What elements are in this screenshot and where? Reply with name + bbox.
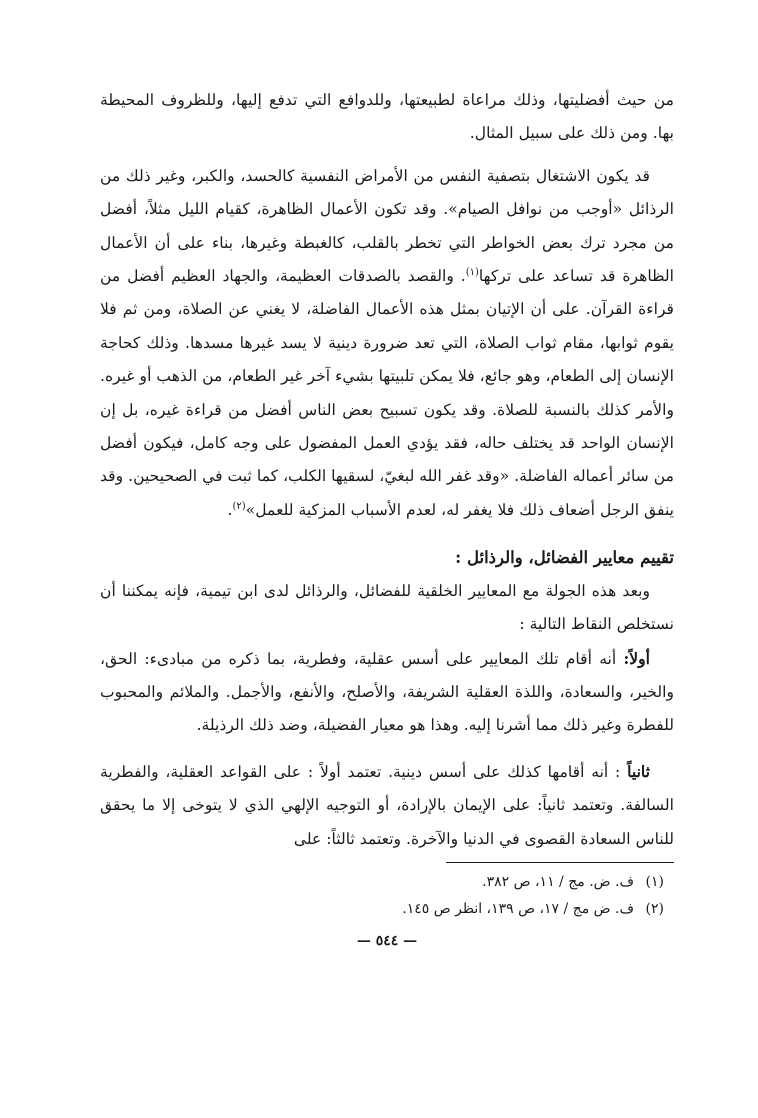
- point-second: [100, 755, 674, 856]
- footnote-number: (٢): [645, 900, 664, 917]
- paragraph-summary: وبعد هذه الجولة مع المعايير الخلقية للفضائل، والرذائل لدى ابن تيمية، فإنه يمكننا أن نستخلص النقاط التالية :: [100, 581, 674, 634]
- point-label: أولاً:: [623, 648, 650, 668]
- paragraph-text: .: [227, 500, 233, 519]
- footnote-separator: [446, 862, 674, 863]
- page-number: — ٥٤٤ —: [356, 932, 418, 949]
- footnote-number: (١): [645, 873, 664, 890]
- footnote-ref-1[interactable]: (١): [465, 266, 479, 278]
- point-text: : أنه أقامها كذلك على أسس دينية. تعتمد أولاً : على القواعد العقلية، والفطرية السالفة. وتعتمد ثانياً: على الإيمان بالإرادة، أو التوجيه الإلهي الذي لا يتوخى إلا ما يحقق للناس السعادة القصوى في الدنيا والآخرة. وتعتمد ثالثاً: على: [100, 762, 674, 848]
- point-label: ثانياً: [627, 761, 650, 781]
- paragraph-examples: [100, 160, 674, 527]
- footnote-text: ف. ض مج / ١٧، ص ١٣٩، انظر ص ١٤٥.: [402, 900, 634, 917]
- footnote-1: [100, 869, 674, 896]
- point-text: أنه أقام تلك المعايير على أسس عقلية، وفطرية، بما ذكره من مبادىء: الحق، والخير، والسعادة، واللذة العقلية الشريفة، والأصلح، والأنفع، والأجمل. والملائم والمحبوب للفطرة وغير ذلك مما أشرنا إليه. وهذا هو معيار الفضيلة، وضد ذلك الرذيلة.: [100, 649, 674, 735]
- paragraph-text: قد يكون الاشتغال بتصفية النفس من الأمراض النفسية كالحسد، والكبر، وغير ذلك من الرذائل «أوجب من نوافل الصيام». وقد تكون الأعمال الظاهرة، كقيام الليل مثلاً، أفضل من مجرد ترك بعض الخواطر التي تخطر بالقلب، كالغبطة وغيرها، بناء على أن الأعمال الظاهرة قد تساعد على تركها: [100, 166, 675, 286]
- section-heading: تقييم معايير الفضائل، والرذائل :: [455, 548, 674, 568]
- footnote-text: ف. ض. مج / ١١، ص ٣٨٢.: [482, 873, 634, 890]
- page-content: [100, 84, 674, 953]
- footnote-ref-2[interactable]: (٢): [232, 500, 246, 512]
- footnote-2: [100, 896, 674, 923]
- point-first: [100, 642, 674, 743]
- intro-paragraph: من حيث أفضليتها، وذلك مراعاة لطبيعتها، وللدوافع التي تدفع إليها، وللظروف المحيطة بها. ومن ذلك على سبيل المثال.: [100, 91, 674, 143]
- paragraph-text: . والقصد بالصدقات العظيمة، والجهاد العظيم أفضل من قراءة القرآن. على أن الإتيان بمثل هذه الأعمال الفاضلة، لا يغني عن الصلاة، ومن ثم فلا يقوم ثوابها، مقام ثواب الصلاة، التي تعد ضرورة دينية لا يسد غيرها مسدها. وذلك كحاجة الإنسان إلى الطعام، وهو جائع، فلا يمكن تلبيتها بشيء آخر غير الطعام، من الذهب أو غيره. والأمر كذلك بالنسبة للصلاة. وقد يكون تسبيح بعض الناس أفضل من قراءة غيره، بل إن الإنسان الواحد قد يختلف حاله، فقد يؤدي العمل المفضول على وجه كامل، فيكون أفضل من سائر أعماله الفاضلة. «وقد غفر الله لبغيّ، لسقيها الكلب، كما ثبت في الصحيحين. وقد ينفق الرجل أضعاف ذلك فلا يغفر له، لعدم الأسباب المزكية للعمل»: [100, 267, 674, 519]
